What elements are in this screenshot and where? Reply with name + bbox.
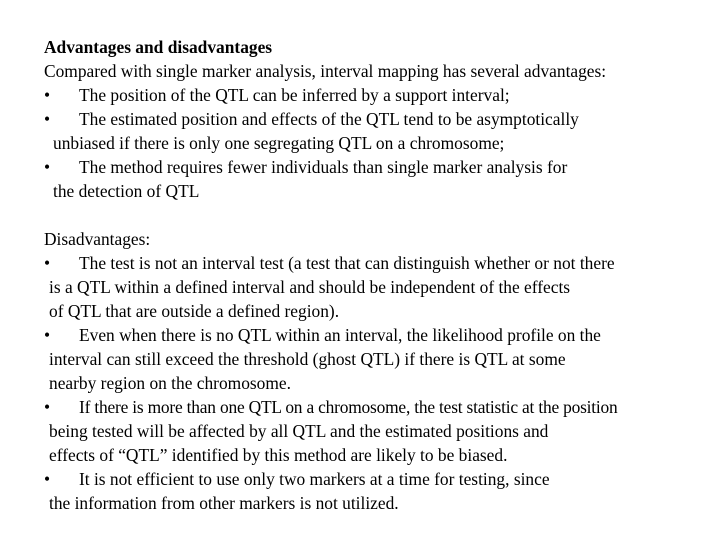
advantage-3-line-1: The method requires fewer individuals than single marker analysis for <box>79 157 568 177</box>
disadvantages-heading: Disadvantages: <box>44 229 151 249</box>
disadvantage-2-line-3: nearby region on the chromosome. <box>49 373 291 393</box>
disadvantage-1-line-1: The test is not an interval test (a test that can distinguish whether or not there <box>79 253 615 273</box>
bullet-marker: • <box>44 469 51 489</box>
disadvantage-1-line-3: of QTL that are outside a defined region). <box>49 301 340 321</box>
disadvantage-2-line-2: interval can still exceed the threshold (ghost QTL) if there is QTL at some <box>49 349 566 369</box>
bullet-marker: • <box>44 109 51 129</box>
bullet-marker: • <box>44 85 51 105</box>
disadvantage-3-line-1: If there is more than one QTL on a chromosome, the test statistic at the position <box>79 397 618 417</box>
disadvantage-4-line-1: It is not efficient to use only two markers at a time for testing, since <box>79 469 550 489</box>
disadvantage-3-line-2: being tested will be affected by all QTL and the estimated positions and <box>49 421 549 441</box>
disadvantage-3-line-3: effects of “QTL” identified by this method are likely to be biased. <box>49 445 508 465</box>
advantage-3-line-2: the detection of QTL <box>53 181 200 201</box>
advantage-2-line-2: unbiased if there is only one segregating QTL on a chromosome; <box>53 133 505 153</box>
disadvantage-1-line-2: is a QTL within a defined interval and should be independent of the effects <box>49 277 571 297</box>
bullet-marker: • <box>44 325 51 345</box>
disadvantage-2-line-1: Even when there is no QTL within an interval, the likelihood profile on the <box>79 325 601 345</box>
bullet-marker: • <box>44 157 51 177</box>
disadvantage-4-line-2: the information from other markers is not utilized. <box>49 493 399 513</box>
advantage-2-line-1: The estimated position and effects of the QTL tend to be asymptotically <box>79 109 579 129</box>
bullet-marker: • <box>44 253 51 273</box>
advantage-1-line-1: The position of the QTL can be inferred by a support interval; <box>79 85 510 105</box>
slide-title: Advantages and disadvantages <box>44 37 273 57</box>
bullet-marker: • <box>44 397 51 417</box>
advantages-intro: Compared with single marker analysis, interval mapping has several advantages: <box>44 61 607 81</box>
